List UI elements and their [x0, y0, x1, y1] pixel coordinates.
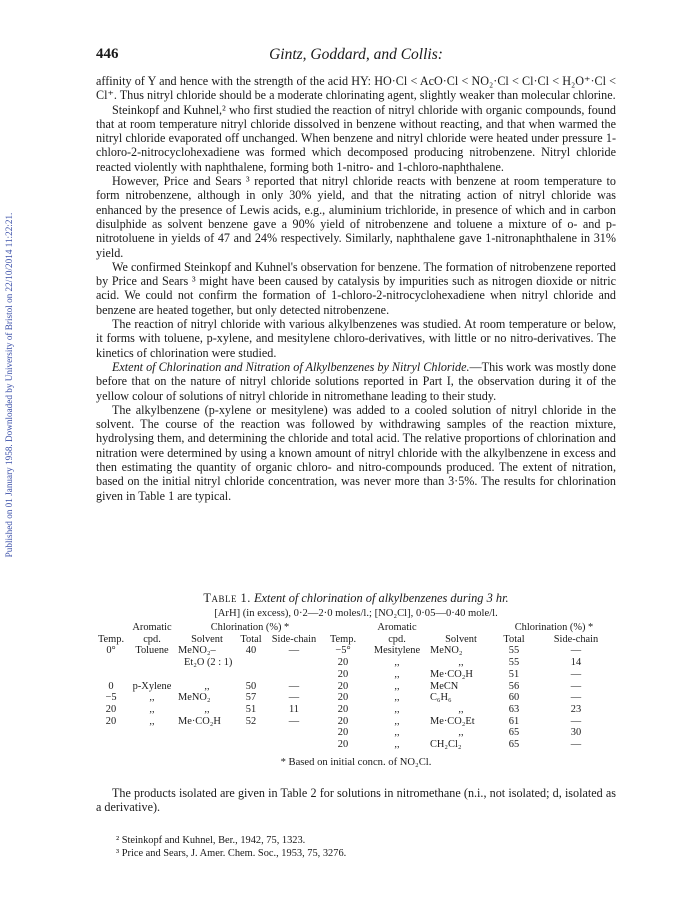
cell: ,, — [394, 703, 400, 715]
cell: ,, — [149, 692, 155, 704]
cell: ,, — [149, 715, 155, 727]
cell: ,, — [204, 680, 210, 692]
cell — [96, 657, 126, 669]
cell: — — [288, 692, 300, 704]
cell: — — [288, 645, 300, 657]
col-header: Aromatic — [377, 622, 417, 633]
table-conditions: [ArH] (in excess), 0·2—2·0 moles/l.; [NO₂Cl], 0·05—0·40 mole/l. — [214, 608, 498, 619]
cell: p-Xylene — [132, 680, 172, 692]
cell: 0 — [108, 680, 114, 692]
cell: ,, — [394, 727, 400, 739]
cell: — — [288, 715, 300, 727]
cell: — — [570, 680, 582, 692]
paragraph: The products isolated are given in Table 2 for solutions in nitromethane (n.i., not isolated; d, isolated as a derivative). — [96, 786, 616, 815]
table-row — [96, 657, 616, 669]
cell: 40 — [245, 645, 257, 657]
cell: 52 — [245, 715, 257, 727]
cell: 51 — [245, 703, 257, 715]
cell: ,, — [149, 703, 155, 715]
cell: 0° — [106, 645, 116, 657]
cell — [266, 727, 322, 739]
table-row — [96, 716, 616, 728]
table-title — [96, 591, 616, 606]
cell — [266, 669, 322, 681]
table-label: Table 1. — [203, 591, 251, 605]
cell: 57 — [245, 692, 257, 704]
cell: ,, — [394, 715, 400, 727]
table-footnote: * Based on initial concn. of NO₂Cl. — [280, 756, 432, 768]
paragraph: Steinkopf and Kuhnel,² who first studied the reaction of nitryl chloride with organic compounds, found that at room temperature nitryl chloride dissolved in benzene without reacting, and that when warmed the nitryl chloride evaporated off unchanged. When benzene and nitryl chloride were heated under pressure 1-chloro-2-nitrocyclohexadiene was formed which decomposed producing nitrobenzene. Nitryl chloride reacted violently with naphthalene, forming both 1-nitro- and 1-chloro-naphthalene. — [96, 102, 616, 174]
paragraph: affinity of Y and hence with the strength of the acid HY: HO·Cl < AcO·Cl < NO₂·Cl < Cl·Cl < H₂O⁺·Cl < Cl⁺. Thus nitryl chloride should be a moderate chlorinating agent, slightly weaker than molecular chlorine. — [96, 74, 616, 103]
cell: ,, — [458, 727, 464, 739]
col-header: Solvent — [445, 633, 477, 645]
cell — [178, 739, 236, 751]
cell: MeCN — [430, 680, 459, 692]
cell: MeNO₂ — [430, 645, 463, 657]
cell: MeNO₂– — [178, 645, 216, 657]
page-number: 446 — [96, 46, 119, 62]
cell: ,, — [394, 668, 400, 680]
cell: 20 — [337, 692, 349, 704]
page-header — [96, 46, 616, 68]
cell: 56 — [508, 680, 520, 692]
cell — [126, 669, 178, 681]
cell: 20 — [337, 703, 349, 715]
reference-item: ² Steinkopf and Kuhnel, Ber., 1942, 75, 1323. — [116, 835, 306, 846]
col-header: Total — [240, 633, 262, 645]
cell: — — [570, 739, 582, 751]
cell — [126, 727, 178, 739]
header-row-1 — [96, 622, 616, 634]
cell: 60 — [508, 692, 520, 704]
cell: ,, — [204, 703, 210, 715]
results-table — [96, 622, 616, 751]
cell — [236, 739, 266, 751]
cell: 20 — [337, 668, 349, 680]
download-watermark — [2, 150, 16, 620]
cell: 20 — [337, 715, 349, 727]
body-text — [96, 74, 616, 503]
paragraph: The reaction of nitryl chloride with various alkylbenzenes was studied. At room temperature or below, it forms with toluene, p-xylene, and mesitylene chloro-derivatives, with little or no nitro-derivatives. The kinetics of chlorination were studied. — [96, 317, 616, 360]
table-row — [96, 727, 616, 739]
reference-item: ³ Price and Sears, J. Amer. Chem. Soc., 1953, 75, 3276. — [116, 847, 347, 859]
cell: 11 — [288, 703, 299, 715]
table-row — [96, 645, 616, 657]
col-header: Total — [503, 633, 525, 645]
cell: ,, — [458, 703, 464, 715]
references — [116, 835, 616, 860]
cell: 65 — [508, 739, 520, 751]
cell: 51 — [508, 668, 520, 680]
cell: 14 — [570, 657, 582, 669]
table-row — [96, 704, 616, 716]
watermark-text: Published on 01 January 1958. Downloaded by University of Bristol on 22/10/2014 11:22:21. — [4, 212, 14, 558]
cell — [96, 727, 126, 739]
cell: Me·CO₂H — [178, 715, 221, 727]
table-row — [96, 692, 616, 704]
cell: 55 — [508, 645, 520, 657]
cell: 20 — [337, 727, 349, 739]
col-header: Temp. — [97, 633, 125, 645]
cell: MeNO₂ — [178, 692, 211, 704]
cell: Me·CO₂Et — [430, 715, 475, 727]
section-heading: Extent of Chlorination and Nitration of Alkylbenzenes by Nitryl Chloride. — [112, 359, 470, 374]
cell: ,, — [394, 680, 400, 692]
cell — [96, 739, 126, 751]
col-header: cpd. — [388, 633, 406, 645]
table-row — [96, 739, 616, 751]
cell — [178, 727, 236, 739]
col-header: cpd. — [143, 633, 161, 645]
cell — [236, 657, 266, 669]
cell — [236, 669, 266, 681]
cell — [126, 657, 178, 669]
cell: −5° — [335, 645, 351, 657]
col-header: Side-chain — [553, 633, 599, 645]
cell: ,, — [394, 692, 400, 704]
cell: 30 — [570, 727, 582, 739]
cell: ,, — [394, 739, 400, 751]
section-paragraph — [96, 360, 616, 403]
table-row — [96, 669, 616, 681]
cell: 20 — [105, 703, 117, 715]
cell — [126, 739, 178, 751]
running-head: Gintz, Goddard, and Collis: — [269, 46, 443, 63]
col-header: Aromatic — [132, 622, 172, 633]
cell: — — [570, 715, 582, 727]
cell: Toluene — [135, 645, 169, 657]
cell: 65 — [508, 727, 520, 739]
cell: 63 — [508, 703, 520, 715]
cell: −5 — [105, 692, 117, 704]
post-table-text — [96, 786, 616, 815]
cell — [266, 739, 322, 751]
col-header: Temp. — [329, 633, 357, 645]
header-row-2 — [96, 634, 616, 646]
cell: 20 — [105, 715, 117, 727]
paragraph: However, Price and Sears ³ reported that nitryl chloride reacts with benzene at room temperature to form nitrobenzene, although in only 30% yield, and that the nitrating action of nitryl chloride was enhanced by the presence of Lewis acids, e.g., aluminium trichloride, in presence of which and in carbon disulphide as solvent benzene gave a 90% yield of nitrobenzene and toluene a mixture of o- and p-nitrotoluene in yields of 47 and 24% respectively. Similarly, naphthalene gave 1-nitronaphthalene in 31% yield. — [96, 174, 616, 260]
cell: — — [570, 692, 582, 704]
cell: 20 — [337, 739, 349, 751]
col-header: Side-chain — [271, 633, 317, 645]
cell: ,, — [394, 657, 400, 669]
cell: CH₂Cl₂ — [430, 739, 462, 751]
table-row — [96, 681, 616, 693]
paragraph: The alkylbenzene (p-xylene or mesitylene) was added to a cooled solution of nitryl chloride in the solvent. The course of the reaction was followed by withdrawing samples of the reaction mixture, hydrolysing them, and determining the chloride and total acid. The relative proportions of chlorination and nitration were determined by using a known amount of nitryl chloride with the alkylbenzene in excess and then estimating the quantity of organic chloro- and nitro-compounds produced. The extent of nitration, based on the initial nitryl chloride concentration, was never more than 3·5%. The results for chlorination given in Table 1 are typical. — [96, 402, 616, 503]
cell: ,, — [458, 657, 464, 669]
cell: 20 — [337, 680, 349, 692]
section-text: —This work was mostly done before that on the nature of nitryl chloride solutions reported in Part I, the observation during it of the yellow colour of solutions of nitryl chloride in nitromethane leading to their study. — [96, 359, 616, 403]
cell: — — [570, 645, 582, 657]
cell: C₆H₆ — [430, 692, 452, 704]
cell — [178, 669, 236, 681]
cell — [96, 669, 126, 681]
cell: — — [288, 680, 300, 692]
cell: 20 — [337, 657, 349, 669]
paragraph: We confirmed Steinkopf and Kuhnel's observation for benzene. The formation of nitrobenzene reported by Price and Sears ³ might have been caused by catalysis by impurities such as nitrogen dioxide or nitric acid. We could not confirm the formation of 1-chloro-2-nitrocyclohexadiene when nitryl chloride and benzene are heated together, but only detected nitrobenzene. — [96, 259, 616, 317]
table-1 — [96, 591, 616, 768]
col-header: Chlorination (%) * — [514, 622, 594, 633]
col-header: Solvent — [191, 633, 223, 645]
cell: Et₂O (2 : 1) — [184, 657, 233, 669]
col-header: Chlorination (%) * — [210, 622, 290, 633]
cell — [236, 727, 266, 739]
cell: — — [570, 668, 582, 680]
table-caption: Extent of chlorination of alkylbenzenes during 3 hr. — [253, 591, 509, 605]
cell: Me·CO₂H — [430, 668, 473, 680]
cell: Mesitylene — [373, 645, 421, 657]
cell: 55 — [508, 657, 520, 669]
cell: 23 — [570, 703, 582, 715]
cell: 61 — [508, 715, 520, 727]
cell: 50 — [245, 680, 257, 692]
cell — [266, 657, 322, 669]
